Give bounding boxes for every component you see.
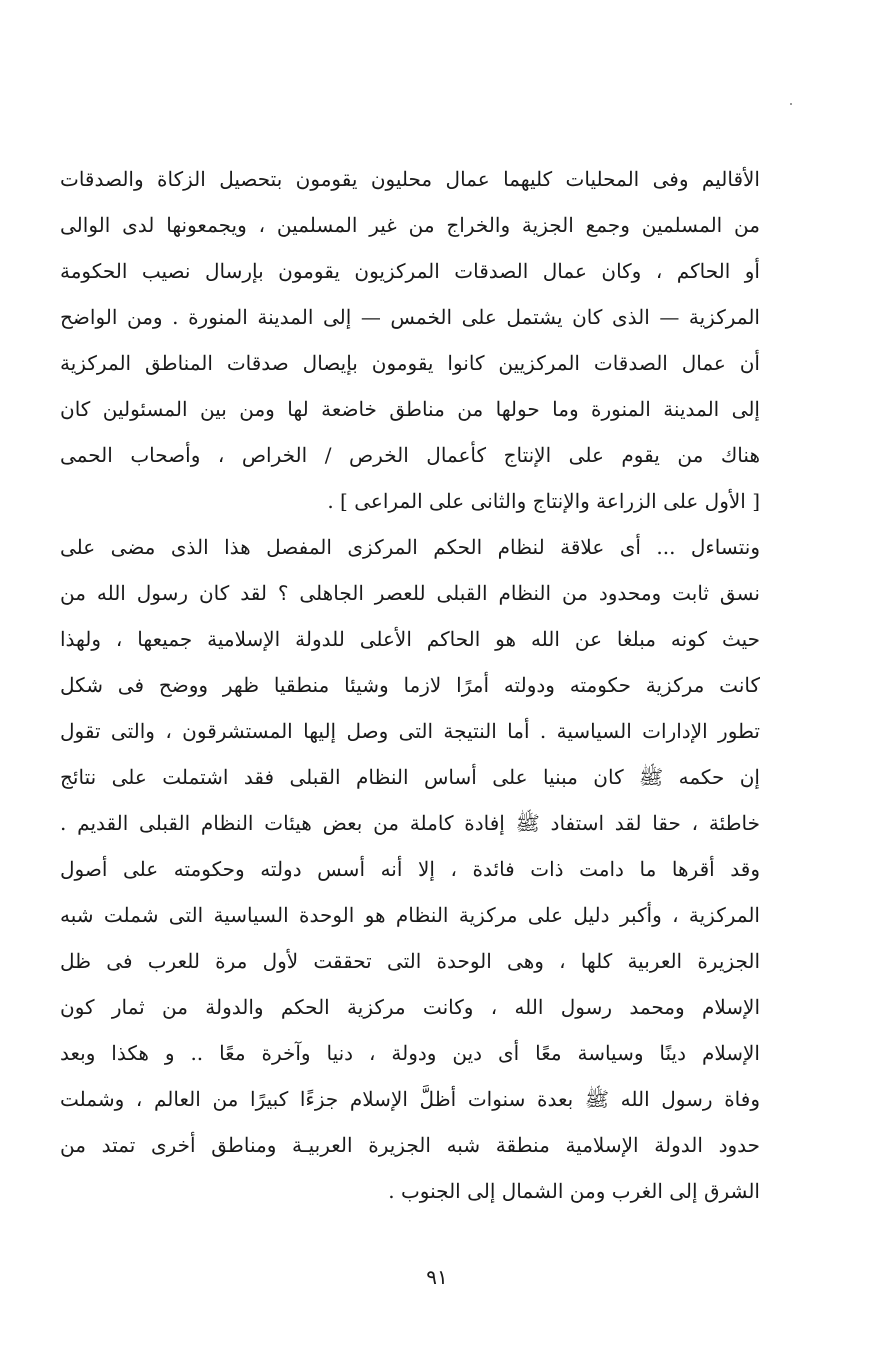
- text-line: الجزيرة العربية كلها ، وهى الوحدة التى تحققت لأول مرة للعرب فى ظل: [60, 949, 760, 973]
- text-line: كانت مركزية حكومته ودولته أمرًا لازما وشيئا منطقيا ظهر ووضح فى شكل: [60, 673, 760, 697]
- paragraph-2: [60, 524, 760, 1214]
- text-line: ونتساءل ... أى علاقة لنظام الحكم المركزى المفصل هذا الذى مضى على: [60, 535, 760, 559]
- scan-speck: [790, 103, 792, 105]
- text-line: وفاة رسول الله ﷺ بعدة سنوات أظلَّ الإسلام جزءًا كبيرًا من العالم ، وشملت: [60, 1087, 760, 1111]
- text-line: أو الحاكم ، وكان عمال الصدقات المركزيون يقومون بإرسال نصيب الحكومة: [60, 259, 760, 283]
- text-line: خاطئة ، حقا لقد استفاد ﷺ إفادة كاملة من بعض هيئات النظام القبلى القديم .: [60, 811, 760, 835]
- text-line: المركزية ، وأكبر دليل على مركزية النظام هو الوحدة السياسية التى شملت شبه: [60, 903, 760, 927]
- text-line: وقد أقرها ما دامت ذات فائدة ، إلا أنه أسس دولته وحكومته على أصول: [60, 857, 760, 881]
- text-line: المركزية — الذى كان يشتمل على الخمس — إلى المدينة المنورة . ومن الواضح: [60, 305, 760, 329]
- text-line: الشرق إلى الغرب ومن الشمال إلى الجنوب .: [388, 1179, 760, 1203]
- text-line: الأقاليم وفى المحليات كليهما عمال محليون يقومون بتحصيل الزكاة والصدقات: [60, 167, 760, 191]
- text-line: أن عمال الصدقات المركزيين كانوا يقومون بإيصال صدقات المناطق المركزية: [60, 351, 760, 375]
- text-line: من المسلمين وجمع الجزية والخراج من غير المسلمين ، ويجمعونها لدى الوالى: [60, 213, 760, 237]
- text-line: الإسلام ومحمد رسول الله ، وكانت مركزية الحكم والدولة من ثمار كون: [60, 995, 760, 1019]
- text-line: تطور الإدارات السياسية . أما النتيجة التى وصل إليها المستشرقون ، والتى تقول: [60, 719, 760, 743]
- text-line: [ الأول على الزراعة والإنتاج والثانى على المراعى ] .: [327, 489, 760, 513]
- text-line: حدود الدولة الإسلامية منطقة شبه الجزيرة العربيـة ومناطق أخرى تمتد من: [60, 1133, 760, 1157]
- text-line: نسق ثابت ومحدود من النظام القبلى للعصر الجاهلى ؟ لقد كان رسول الله من: [60, 581, 760, 605]
- text-line: هناك من يقوم على الإنتاج كأعمال الخرص / الخراص ، وأصحاب الحمى: [60, 443, 760, 467]
- text-line: إن حكمه ﷺ كان مبنيا على أساس النظام القبلى فقد اشتملت على نتائج: [60, 765, 760, 789]
- text-line: الإسلام دينًا وسياسة معًا أى دين ودولة ، دنيا وآخرة معًا .. و هكذا وبعد: [60, 1041, 760, 1065]
- page-number: ٩١: [426, 1265, 448, 1289]
- paragraph-1: [60, 156, 760, 524]
- text-line: حيث كونه مبلغا عن الله هو الحاكم الأعلى للدولة الإسلامية جميعها ، ولهذا: [60, 627, 760, 651]
- text-line: إلى المدينة المنورة وما حولها من مناطق خاضعة لها ومن بين المسئولين كان: [60, 397, 760, 421]
